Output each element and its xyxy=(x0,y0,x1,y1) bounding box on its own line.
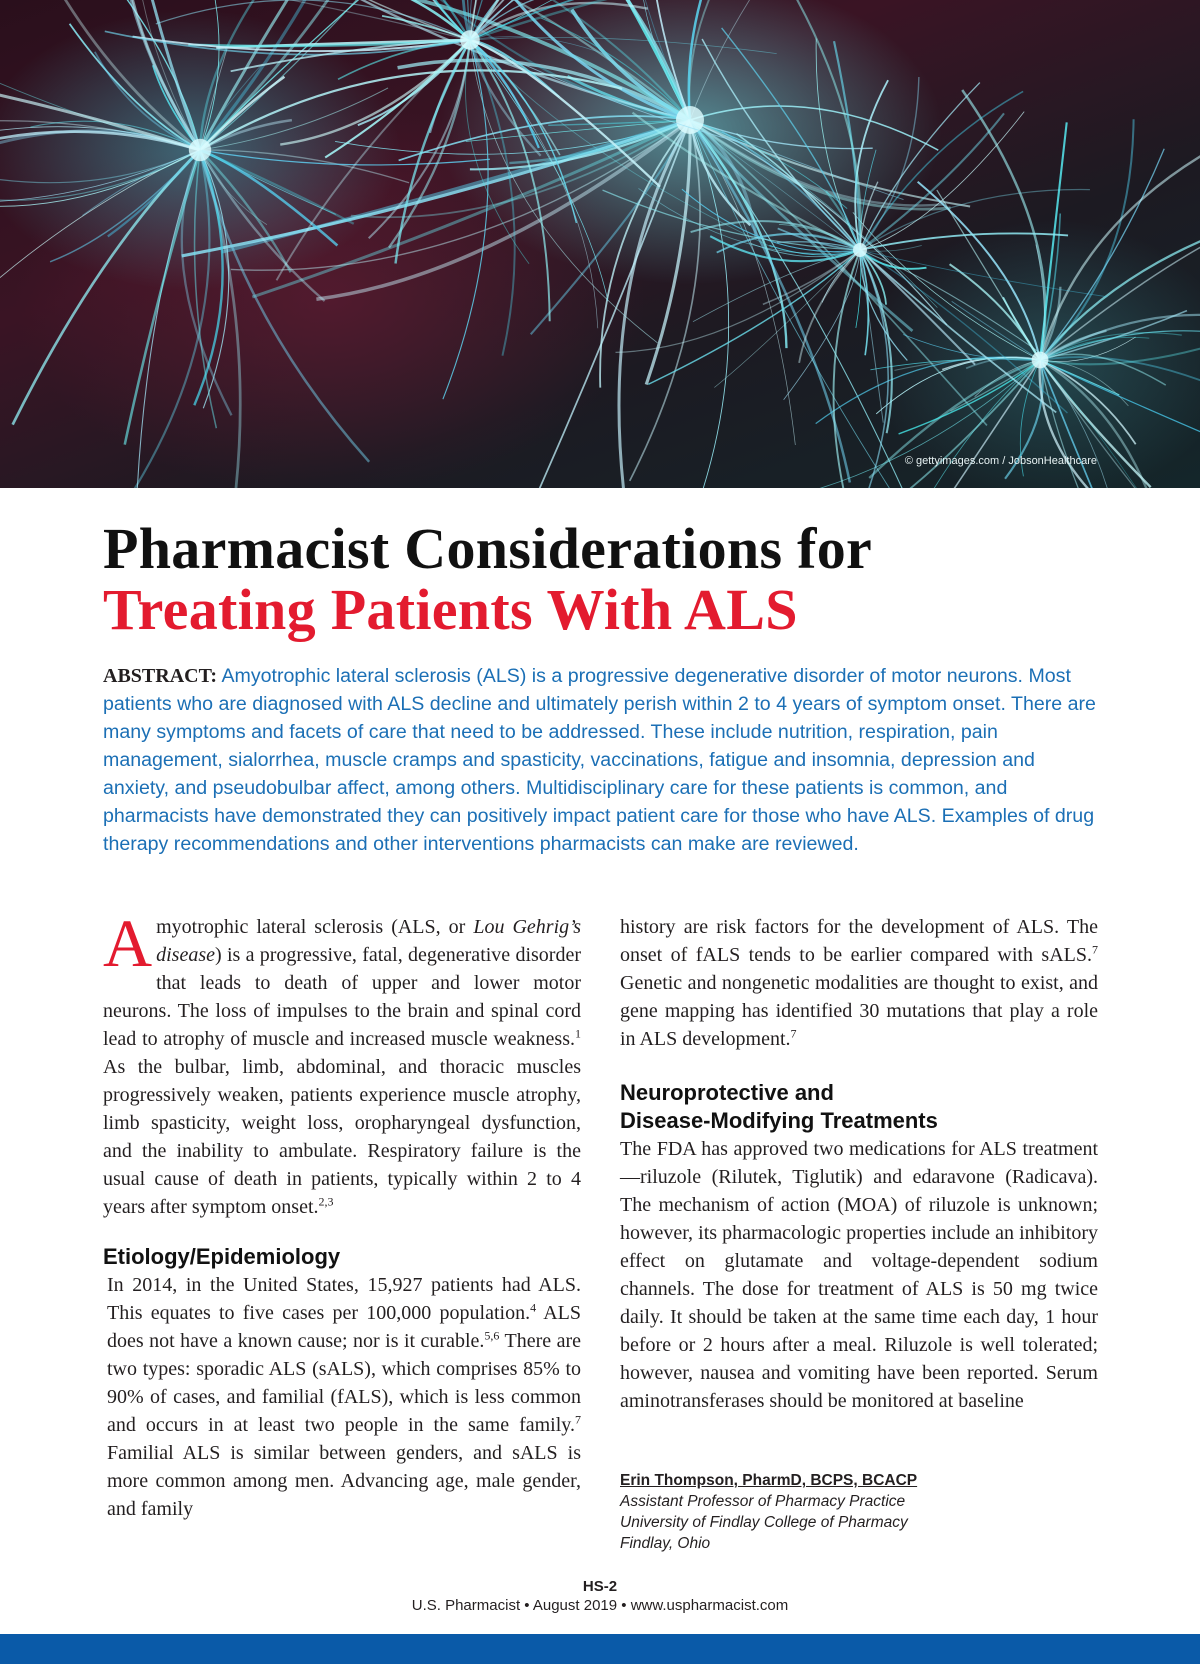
footer-bar xyxy=(0,1634,1200,1664)
intro-text-3: As the bulbar, limb, abdominal, and thoracic muscles progressively weaken, patients experience muscle atrophy, limb spasticity, weight loss, oropharyngeal dysfunction, and the inability to ambulate. Respiratory failure is the usual cause of death in patients, typically within 2 to 4 years after symptom onset. xyxy=(103,1056,581,1218)
neuron-filament xyxy=(714,250,860,387)
neuro-paragraph: The FDA has approved two medications for ALS treatment—riluzole (Rilutek, Tiglutik) and edaravone (Radicava). The mechanism of action (MOA) of riluzole is unknown; however, its pharmacologic properties include an inhibitory effect on glutamate and voltage-dependent sodium channels. The dose for treatment of ALS is 50 mg twice daily. It should be taken at the same time each day, 1 hour before or 2 hours after a meal. Riluzole is well tolerated; however, nausea and vomiting have been reported. Serum aminotransferases should be monitored at baseline xyxy=(620,1138,1098,1412)
neuron-body xyxy=(853,243,867,257)
neuron-filament xyxy=(1040,360,1172,488)
neuron-filament xyxy=(952,301,1040,360)
ref-superscript: 2,3 xyxy=(318,1194,334,1209)
intro-text-2: ) is a progressive, fatal, degenerative disorder that leads to death of upper and lower motor neurons. The loss of impulses to the brain and spinal cord lead to atrophy of muscle and increased muscle weakness. xyxy=(103,944,581,1050)
neuron-filament xyxy=(1040,360,1151,487)
neuron-photo-icon xyxy=(0,0,1200,488)
heading-line-1: Neuroprotective and xyxy=(620,1080,834,1105)
neuron-filament xyxy=(860,113,1004,250)
neuron-filament xyxy=(648,250,860,384)
neuron-filament xyxy=(0,150,200,206)
ref-superscript: 1 xyxy=(575,1026,581,1041)
neuron-filament xyxy=(962,90,1045,360)
page-footer xyxy=(0,1577,1200,1616)
ref-superscript: 5,6 xyxy=(484,1328,500,1343)
author-name: Erin Thompson, PharmD, BCPS, BCACP xyxy=(620,1472,918,1489)
neuron-body xyxy=(676,106,704,134)
neuron-filament xyxy=(200,150,490,165)
neuron-filament xyxy=(50,150,200,262)
neuron-filament xyxy=(722,131,860,250)
title-line-1: Pharmacist Considerations for xyxy=(103,516,873,581)
intro-text-1: myotrophic lateral sclerosis (ALS, or xyxy=(156,916,474,938)
neuron-filament xyxy=(81,150,209,488)
abstract-text: Amyotrophic lateral sclerosis (ALS) is a progressive degenerative disorder of motor neurons. Most patients who are diagnosed with ALS decline and ultimately perish within 2 to 4 years of symptom onset. There are many symptoms and facets of care that need to be addressed. These include nutrition, respiration, pain management, sialorrhea, muscle cramps and spasticity, vaccinations, fatigue and insomnia, depression and anxiety, and pseudobulbar affect, among others. Multidisciplinary care for these patients is common, and pharmacists have demonstrated they can positively impact patient care for those who have ALS. Examples of drug therapy recommendations and other interventions pharmacists can make are reviewed. xyxy=(103,665,1096,855)
drop-cap: A xyxy=(103,905,153,981)
neuron-filament xyxy=(682,189,860,251)
neuron-filament xyxy=(945,360,1040,488)
intro-italic: Lou Gehrig’s disease xyxy=(156,916,581,966)
ref-superscript: 7 xyxy=(1092,942,1098,957)
etiology-text-1: In 2014, in the United States, 15,927 patients had ALS. This equates to five cases per 100,000 population. xyxy=(107,1274,581,1324)
masthead: U.S. Pharmacist • August 2019 • www.uspharmacist.com xyxy=(411,1597,789,1614)
neuron-filament xyxy=(870,359,1040,370)
abstract xyxy=(103,662,1103,858)
neuron-filament xyxy=(619,120,690,488)
section-heading-etiology: Etiology/Epidemiology xyxy=(103,1244,341,1269)
neuron-filament xyxy=(200,150,369,462)
neuron-filament xyxy=(860,91,1023,250)
neuron-filament xyxy=(816,39,860,250)
neuron-filament xyxy=(860,250,1056,412)
etiology-paragraph-part1 xyxy=(103,1271,581,1523)
section-heading-neuroprotective xyxy=(620,1079,1098,1135)
neuron-filament xyxy=(816,357,1040,423)
neuron-filament xyxy=(693,250,860,322)
neuron-filament xyxy=(937,190,1040,360)
neuron-filament xyxy=(690,0,784,120)
author-location: Findlay, Ohio xyxy=(620,1535,711,1552)
neuron-filament xyxy=(1040,360,1165,488)
neuron-filament xyxy=(950,360,1040,411)
neuron-filament xyxy=(690,120,987,425)
neuron-filament xyxy=(690,106,938,150)
neuron-body xyxy=(1032,352,1049,369)
neuron-body xyxy=(189,139,211,161)
etiology-text-2: ALS does not have a known cause; nor is it curable. xyxy=(107,1302,581,1352)
etiology-text-5: Genetic and nongenetic modalities are thought to exist, and gene mapping has identified 30 mutations that play a role in ALS development. xyxy=(620,972,1098,1050)
abstract-label: ABSTRACT: xyxy=(103,665,218,687)
neuron-filament xyxy=(252,120,690,297)
image-credit: © gettyimages.com / JobsonHealthcare xyxy=(904,455,1097,467)
neuron-filament xyxy=(1040,360,1152,488)
neuron-filament xyxy=(1040,223,1200,360)
ref-superscript: 7 xyxy=(575,1412,581,1427)
author-info xyxy=(620,1470,1060,1554)
neuron-filament xyxy=(0,150,200,202)
etiology-paragraph-part2 xyxy=(620,913,1098,1053)
hero-neuron-image xyxy=(0,0,1200,488)
etiology-text-4b: history are risk factors for the development of ALS. The onset of fALS tends to be earlier compared with sALS. xyxy=(620,916,1098,966)
article-title xyxy=(103,518,1103,640)
ref-superscript: 7 xyxy=(790,1026,797,1041)
neuron-filament xyxy=(1040,149,1164,360)
author-title: Assistant Professor of Pharmacy Practice xyxy=(620,1493,906,1510)
etiology-text-4a: Familial ALS is similar between genders, and sALS is more common among men. Advancing age, male gender, and family xyxy=(107,1442,581,1520)
intro-paragraph xyxy=(103,905,581,1221)
etiology-text-3: There are two types: sporadic ALS (sALS), which comprises 85% to 90% of cases, and familial (fALS), which is less common and occurs in at least two people in the same family. xyxy=(107,1330,581,1436)
ref-superscript: 4 xyxy=(530,1300,537,1315)
neuron-body xyxy=(460,30,480,50)
neuron-filament xyxy=(0,150,200,200)
author-institution: University of Findlay College of Pharmacy xyxy=(620,1514,908,1531)
neuron-filament xyxy=(135,150,200,488)
body-column-right xyxy=(620,913,1098,1415)
neuron-filament xyxy=(13,150,200,425)
body-column-left xyxy=(103,905,581,1523)
neuron-filament xyxy=(470,0,750,40)
title-line-2: Treating Patients With ALS xyxy=(103,577,798,642)
neuron-filament xyxy=(280,40,470,145)
page-number: HS-2 xyxy=(582,1578,618,1595)
heading-line-2: Disease-Modifying Treatments xyxy=(620,1108,938,1133)
neuron-filament xyxy=(834,250,860,488)
